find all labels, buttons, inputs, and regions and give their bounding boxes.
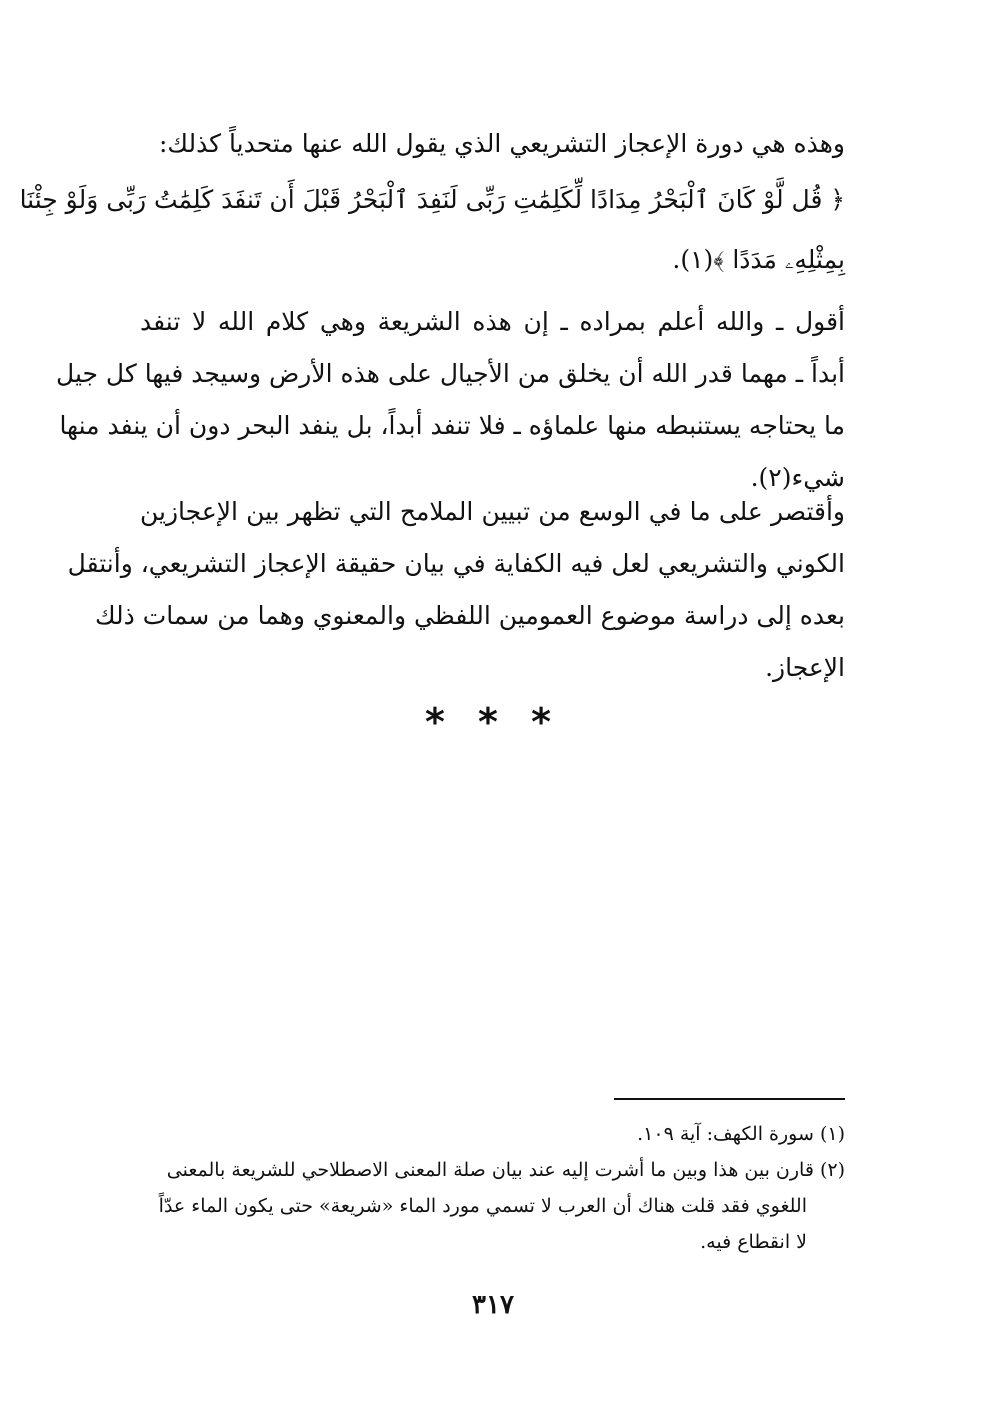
footnote-1: (١) سورة الكهف: آية ١٠٩. <box>637 1123 845 1145</box>
paragraph-line: الكوني والتشريعي لعل فيه الكفاية في بيان حقيقة الإعجاز التشريعي، وأنتقل <box>67 549 845 578</box>
paragraph-line: أبداً ـ مهما قدر الله أن يخلق من الأجيال على هذه الأرض وسيجد فيها كل جيل <box>56 359 845 388</box>
quran-verse <box>19 170 845 290</box>
paragraph-line: ما يحتاجه يستنبطه منها علماؤه ـ فلا تنفد أبداً، بل ينفد البحر دون أن ينفد منها <box>59 411 845 440</box>
footnote-2-continued: لا انقطاع فيه. <box>700 1231 807 1253</box>
paragraph-3 <box>67 486 845 694</box>
section-separator: * * * <box>424 700 562 744</box>
paragraph-line: الإعجاز. <box>765 653 845 682</box>
footnote-2-continued: اللغوي فقد قلت هناك أن العرب لا تسمي مورد الماء «شريعة» حتى يكون الماء عدّاً <box>158 1195 807 1217</box>
paragraph-line: شيء(٢). <box>750 463 845 492</box>
paragraph-line: بعده إلى دراسة موضوع العمومين اللفظي والمعنوي وهما من سمات ذلك <box>94 601 845 630</box>
footnote-2: (٢) قارن بين هذا وبين ما أشرت إليه عند بيان صلة المعنى الاصطلاحي للشريعة بالمعنى <box>166 1159 845 1181</box>
footnotes <box>140 1116 845 1260</box>
intro-line: وهذه هي دورة الإعجاز التشريعي الذي يقول الله عنها متحدياً كذلك: <box>158 129 845 158</box>
paragraph-line: وأقتصر على ما في الوسع من تبيين الملامح التي تظهر بين الإعجازين <box>140 497 845 526</box>
page-number: ٣١٧ <box>472 1290 514 1320</box>
quran-line-1: ﴿ قُل لَّوْ كَانَ ٱلْبَحْرُ مِدَادًا لِّكَلِمَٰتِ رَبِّى لَنَفِدَ ٱلْبَحْرُ قَبْلَ أَن تَنفَدَ كَلِمَٰتُ رَبِّى وَلَوْ جِئْنَا <box>19 185 845 214</box>
paragraph-2 <box>56 296 845 504</box>
intro-block <box>140 118 845 170</box>
quran-line-2: بِمِثْلِهِۦ مَدَدًا ﴾(١). <box>672 245 845 274</box>
footnote-divider <box>614 1098 845 1100</box>
paragraph-line: أقول ـ والله أعلم بمراده ـ إن هذه الشريعة وهي كلام الله لا تنفد <box>140 307 845 336</box>
